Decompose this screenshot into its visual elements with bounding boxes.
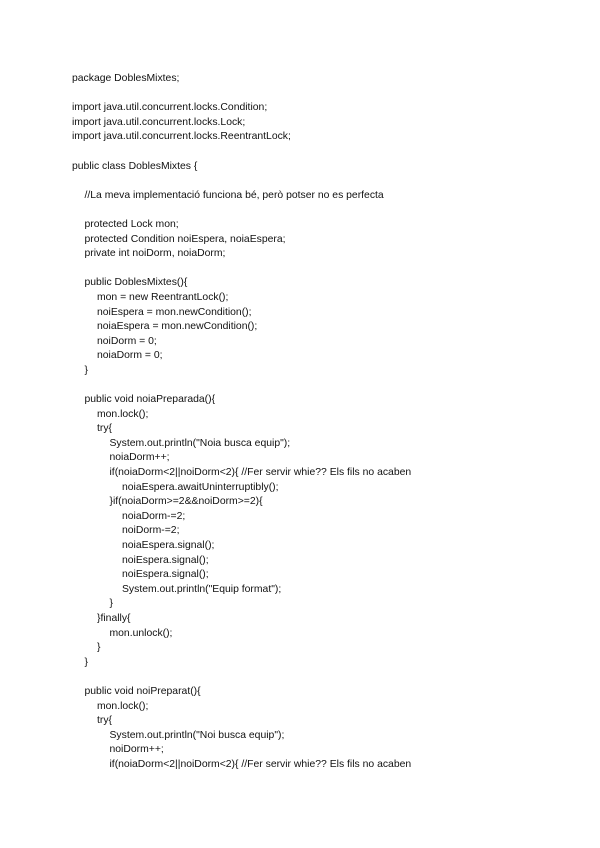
- code-line: noiaDorm-=2;: [122, 510, 186, 522]
- blank-line: [72, 670, 572, 685]
- blank-line: [72, 203, 572, 218]
- code-line: package DoblesMixtes;: [72, 73, 180, 84]
- code-line: noiEspera.signal();: [122, 554, 209, 566]
- blank-line: [72, 174, 572, 189]
- code-line: try{: [97, 423, 113, 435]
- code-line: mon = new ReentrantLock();: [97, 291, 229, 303]
- code-line: protected Lock mon;: [84, 218, 179, 230]
- code-line: public void noiaPreparada(){: [84, 394, 216, 406]
- code-line: noiaEspera = mon.newCondition();: [97, 321, 258, 333]
- code-line: noiDorm = 0;: [97, 335, 157, 347]
- code-line: }finally{: [97, 612, 131, 624]
- code-line: mon.unlock();: [109, 627, 173, 639]
- code-line: private int noiDorm, noiaDorm;: [84, 248, 226, 260]
- code-line: noiaDorm++;: [109, 452, 170, 464]
- code-line: System.out.println("Noia busca equip");: [109, 437, 291, 449]
- code-line: }: [109, 598, 113, 610]
- code-line: noiDorm-=2;: [122, 525, 180, 537]
- code-line: noiEspera = mon.newCondition();: [97, 306, 252, 318]
- code-line: public void noiPreparat(){: [84, 685, 201, 697]
- blank-line: [72, 87, 572, 102]
- blank-line: [72, 262, 572, 277]
- code-line: noiaDorm = 0;: [97, 350, 163, 362]
- code-line: }: [84, 656, 88, 668]
- code-line: import java.util.concurrent.locks.Condition;: [72, 102, 268, 114]
- code-line: noiaEspera.signal();: [122, 540, 215, 551]
- code-line: protected Condition noiEspera, noiaEspera;: [84, 233, 286, 245]
- blank-line: [72, 378, 572, 393]
- code-line: try{: [97, 715, 113, 727]
- code-line: import java.util.concurrent.locks.ReentrantLock;: [72, 131, 291, 143]
- code-line: System.out.println("Equip format");: [122, 583, 282, 595]
- blank-line: [72, 145, 572, 160]
- code-line: import java.util.concurrent.locks.Lock;: [72, 116, 246, 128]
- code-line: mon.lock();: [97, 408, 149, 420]
- code-listing: [72, 72, 572, 773]
- code-line: }if(noiaDorm>=2&&noiDorm>=2){: [109, 496, 263, 508]
- code-line: noiDorm++;: [109, 744, 164, 756]
- code-line: public DoblesMixtes(){: [84, 277, 188, 289]
- code-line: public class DoblesMixtes {: [72, 160, 198, 172]
- code-line: noiaEspera.awaitUninterruptibly();: [122, 481, 279, 493]
- code-line: mon.lock();: [97, 700, 149, 712]
- code-line: if(noiaDorm<2||noiDorm<2){ //Fer servir whie?? Els fils no acaben: [109, 467, 412, 479]
- code-line: noiEspera.signal();: [122, 569, 209, 581]
- code-line: //La meva implementació funciona bé, però potser no es perfecta: [84, 189, 384, 201]
- code-line: }: [97, 642, 101, 654]
- code-line: if(noiaDorm<2||noiDorm<2){ //Fer servir whie?? Els fils no acaben: [109, 758, 412, 770]
- code-line: System.out.println("Noi busca equip");: [109, 729, 285, 741]
- code-line: }: [84, 364, 88, 376]
